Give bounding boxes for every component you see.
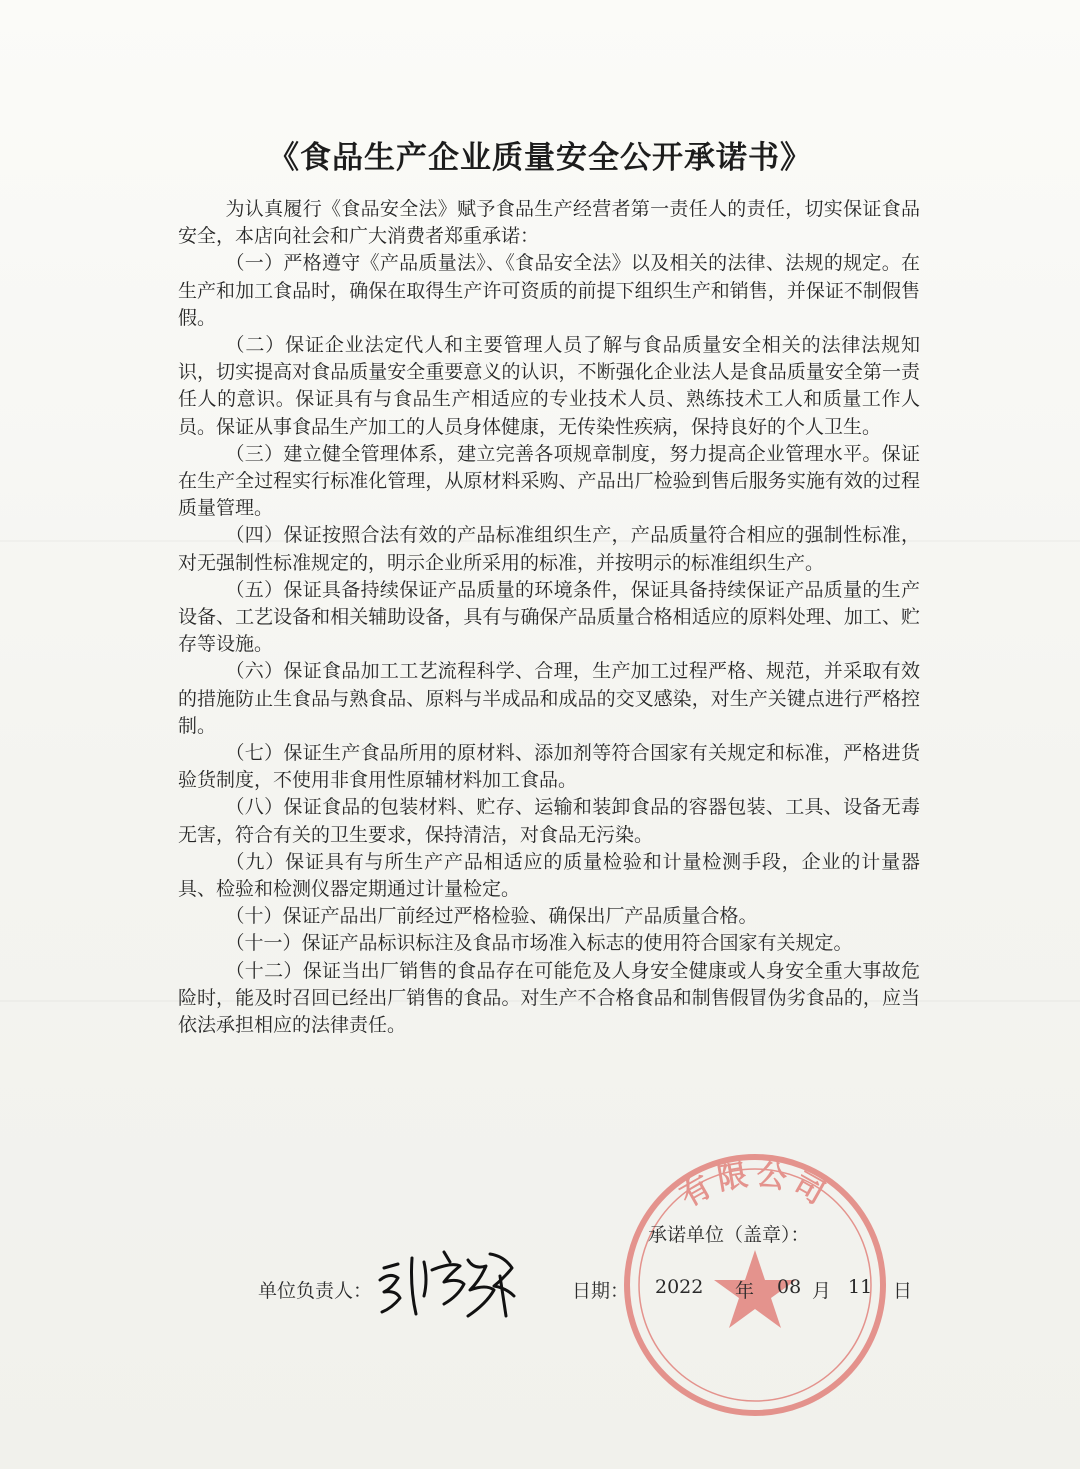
paragraph-1: （一）严格遵守《产品质量法》、《食品安全法》以及相关的法律、法规的规定。在生产和加工食品时，确保在取得生产许可资质的前提下组织生产和销售，并保证不制假售假。 — [178, 252, 920, 329]
handwritten-signature — [372, 1240, 532, 1320]
paragraph-12: （十二）保证当出厂销售的食品存在可能危及人身安全健康或人身安全重大事故危险时，能及时召回已经出厂销售的食品。对生产不合格食品和制售假冒伪劣食品的，应当依法承担相应的法律责任。 — [178, 959, 920, 1037]
paragraph-10: （十）保证产品出厂前经过严格检验、确保出厂产品质量合格。 — [225, 905, 758, 928]
paragraph-7: （七）保证生产食品所用的原材料、添加剂等符合国家有关规定和标准，严格进货验货制度，不使用非食用性原辅材料加工食品。 — [178, 742, 920, 792]
date-day-unit: 日 — [893, 1280, 913, 1302]
document-title: 《食品生产企业质量安全公开承诺书》 — [268, 140, 812, 176]
paragraph-2: （二）保证企业法定代人和主要管理人员了解与食品质量安全相关的法律法规知识，切实提高对食品质量安全重要意义的认识，不断强化企业法人是食品质量安全第一责任人的意识。保证具有与食品生产相适应的专业技术人员、熟练技术工人和质量工作人员。保证从事食品生产加工的人员身体健康，无传染性疾病，保持良好的个人卫生。 — [178, 334, 920, 438]
date-day: 11 — [848, 1276, 873, 1298]
date-month-unit: 月 — [812, 1280, 832, 1302]
date-year-unit: 年 — [735, 1280, 755, 1302]
seal-label: 承诺单位（盖章）： — [648, 1224, 810, 1246]
seal-text: 有限公司 — [674, 1156, 836, 1215]
date-month: 08 — [777, 1276, 802, 1298]
paragraph-8: （八）保证食品的包装材料、贮存、运输和装卸食品的容器包装、工具、设备无毒无害，符合有关的卫生要求，保持清洁，对食品无污染。 — [178, 796, 920, 846]
svg-text:有限公司 — [674, 1157, 835, 1215]
paragraph-4: （四）保证按照合法有效的产品标准组织生产，产品质量符合相应的强制性标准，对无强制性标准规定的，明示企业所采用的标准，并按明示的标准组织生产。 — [178, 524, 920, 574]
document-body — [178, 196, 920, 1039]
paragraph-9: （九）保证具有与所生产产品相适应的质量检验和计量检测手段，企业的计量器具、检验和检测仪器定期通过计量检定。 — [178, 850, 920, 901]
paragraph-intro: 为认真履行《食品安全法》赋予食品生产经营者第一责任人的责任，切实保证食品安全，本店向社会和广大消费者郑重承诺： — [178, 198, 920, 248]
responsible-label: 单位负责人： — [258, 1280, 373, 1302]
paragraph-5: （五）保证具备持续保证产品质量的环境条件，保证具备持续保证产品质量的生产设备、工艺设备和相关辅助设备，具有与确保产品质量合格相适应的原料处理、加工、贮存等设施。 — [178, 578, 920, 656]
paragraph-6: （六）保证食品加工工艺流程科学、合理，生产加工过程严格、规范，并采取有效的措施防止生食品与熟食品、原料与半成品和成品的交叉感染，对生产关键点进行严格控制。 — [178, 660, 920, 737]
date-year: 2022 — [655, 1276, 704, 1298]
paragraph-11: （十一）保证产品标识标注及食品市场准入标志的使用符合国家有关规定。 — [225, 932, 853, 955]
paragraph-3: （三）建立健全管理体系，建立完善各项规章制度，努力提高企业管理水平。保证在生产全过程实行标准化管理，从原材料采购、产品出厂检验到售后服务实施有效的过程质量管理。 — [178, 442, 920, 520]
date-label: 日期： — [572, 1280, 630, 1302]
